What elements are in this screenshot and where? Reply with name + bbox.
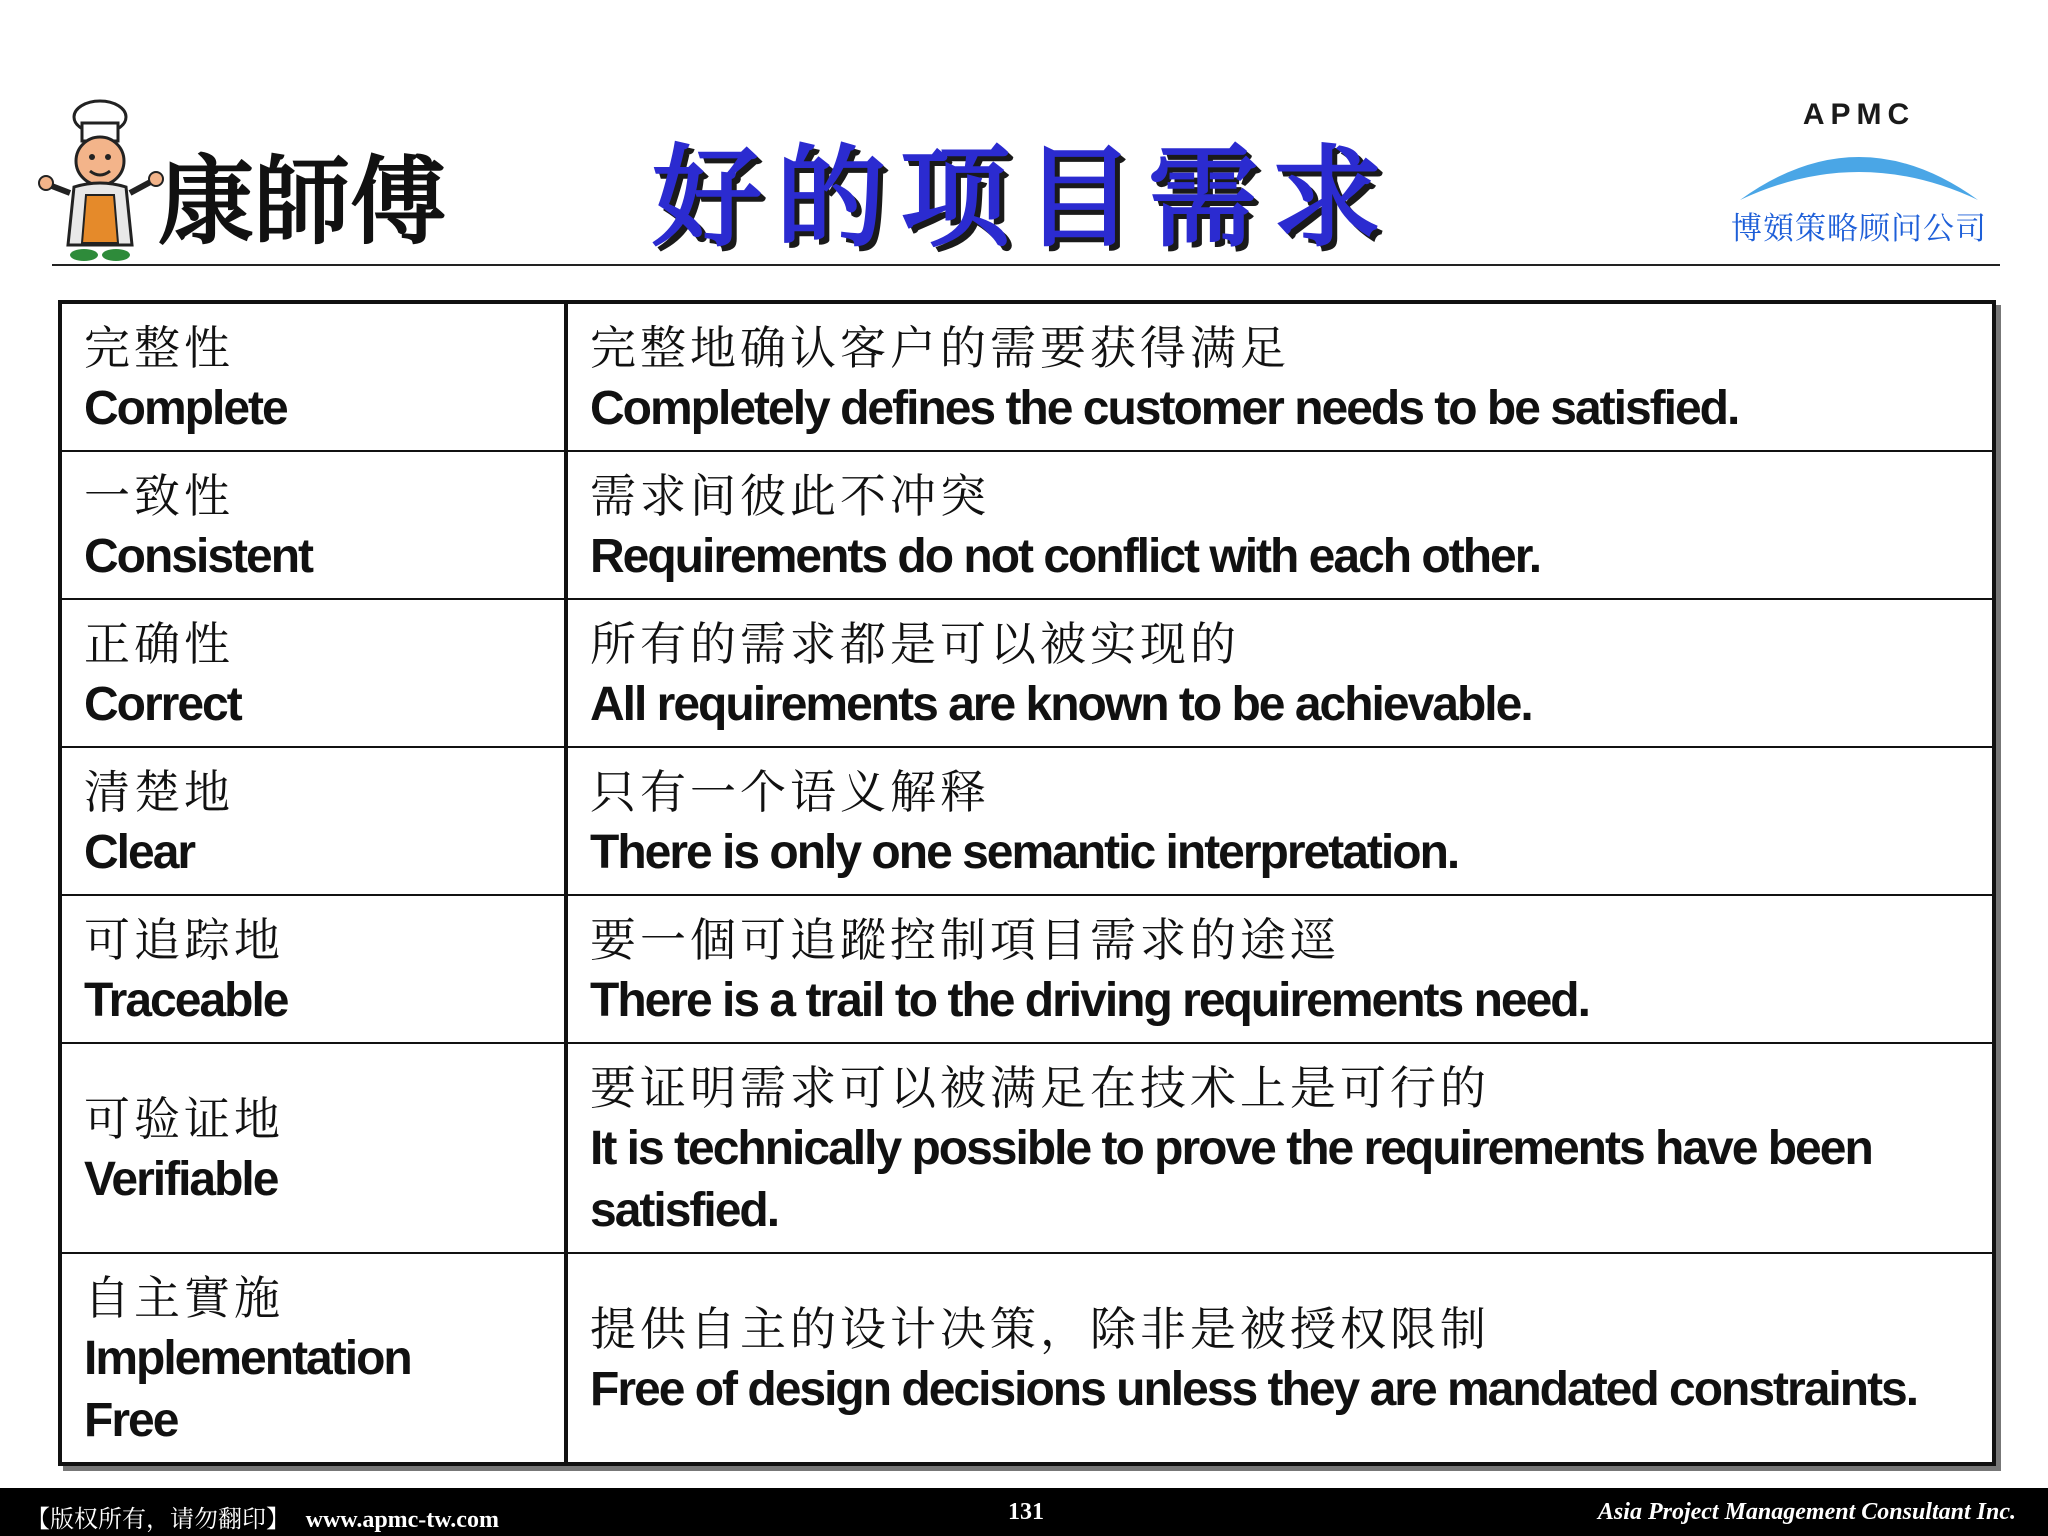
table-row xyxy=(62,452,1992,600)
desc-cn: 要证明需求可以被满足在技术上是可行的 xyxy=(590,1061,1490,1115)
table-row xyxy=(62,896,1992,1044)
term-en: Correct xyxy=(84,678,241,731)
desc-cn: 只有一个语义解释 xyxy=(590,765,990,819)
footer-company: Asia Project Management Consultant Inc. xyxy=(1597,1499,2016,1525)
desc-en: Requirements do not conflict with each other. xyxy=(590,530,1541,583)
term-cell xyxy=(62,896,568,1042)
term-cn: 可验证地 xyxy=(84,1092,284,1146)
desc-cn: 完整地确认客户的需要获得满足 xyxy=(590,321,1290,375)
description-cell xyxy=(568,304,1992,450)
page-title: 好的项目需求 xyxy=(652,134,1396,262)
desc-cn: 提供自主的设计决策，除非是被授权限制 xyxy=(590,1302,1490,1356)
term-en: Consistent xyxy=(84,530,313,583)
term-cn: 清楚地 xyxy=(84,765,234,819)
apmc-company-name: 博頞策略顾问公司 xyxy=(1731,211,1987,247)
desc-cn: 需求间彼此不冲突 xyxy=(590,469,990,523)
table-row xyxy=(62,600,1992,748)
description-cell xyxy=(568,600,1992,746)
website-link[interactable]: www.apmc-tw.com xyxy=(305,1507,499,1533)
term-cn: 完整性 xyxy=(84,321,234,375)
desc-en: There is only one semantic interpretation. xyxy=(590,826,1459,879)
copyright-text: 【版权所有，请勿翻印】 xyxy=(26,1505,290,1533)
term-cell xyxy=(62,748,568,894)
desc-cn: 所有的需求都是可以被实现的 xyxy=(590,617,1240,671)
desc-cn: 要一個可追蹤控制項目需求的途逕 xyxy=(590,913,1340,967)
brand-logo-text: 康師傅 xyxy=(158,146,446,258)
desc-en: It is technically possible to prove the requirements have been satisfied. xyxy=(590,1122,1872,1237)
requirements-table xyxy=(58,300,1996,1466)
apmc-logo xyxy=(1714,98,2004,248)
table-row xyxy=(62,748,1992,896)
slide-header xyxy=(0,0,2048,270)
term-en: Clear xyxy=(84,826,195,879)
page-number: 131 xyxy=(1008,1499,1044,1525)
term-cell xyxy=(62,600,568,746)
description-cell xyxy=(568,1254,1992,1462)
term-cell xyxy=(62,452,568,598)
desc-en: There is a trail to the driving requirements need. xyxy=(590,974,1589,1027)
term-cell xyxy=(62,1044,568,1252)
description-cell xyxy=(568,748,1992,894)
term-cell xyxy=(62,304,568,450)
slide-footer xyxy=(0,1488,2048,1536)
term-cn: 正确性 xyxy=(84,617,234,671)
description-cell xyxy=(568,452,1992,598)
description-cell xyxy=(568,896,1992,1042)
term-cell xyxy=(62,1254,568,1462)
desc-en: Completely defines the customer needs to be satisfied. xyxy=(590,382,1739,435)
table-row xyxy=(62,304,1992,452)
term-en: Complete xyxy=(84,382,287,435)
table-row xyxy=(62,1044,1992,1254)
apmc-arc-icon xyxy=(1734,134,1984,204)
footer-left xyxy=(26,1499,499,1534)
term-en: Implementation Free xyxy=(84,1332,411,1447)
desc-en: Free of design decisions unless they are mandated constraints. xyxy=(590,1363,1918,1416)
desc-en: All requirements are known to be achievable. xyxy=(590,678,1532,731)
term-en: Verifiable xyxy=(84,1153,278,1206)
term-cn: 自主實施 xyxy=(84,1271,284,1325)
term-cn: 一致性 xyxy=(84,469,234,523)
apmc-brand-text: APMC xyxy=(1802,98,1916,131)
header-divider xyxy=(52,264,2000,266)
table-row xyxy=(62,1254,1992,1462)
term-cn: 可追踪地 xyxy=(84,913,284,967)
term-en: Traceable xyxy=(84,974,288,1027)
description-cell xyxy=(568,1044,1992,1252)
